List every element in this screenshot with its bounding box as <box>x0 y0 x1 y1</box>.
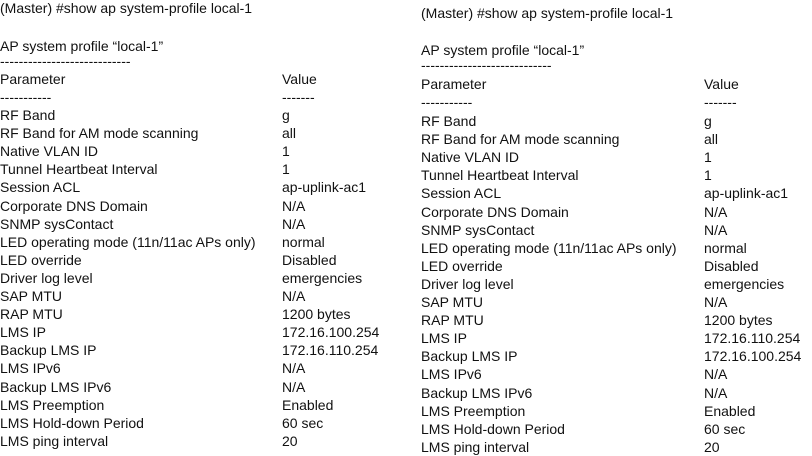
parameter-value: 1 <box>282 143 290 160</box>
parameter-value: 172.16.100.254 <box>704 348 802 365</box>
parameter-name: RF Band <box>421 113 477 129</box>
parameter-name: SNMP sysContact <box>0 215 114 232</box>
parameter-name: LED override <box>0 251 82 268</box>
parameter-name: LMS IPv6 <box>0 360 61 377</box>
parameter-value: 20 <box>282 432 298 449</box>
parameter-name: LMS IP <box>0 324 46 341</box>
value-header: Value <box>704 76 739 92</box>
parameter-row <box>0 125 404 142</box>
parameter-value: 60 sec <box>704 420 746 437</box>
parameter-value: Disabled <box>704 257 759 274</box>
parameter-row <box>421 222 812 239</box>
parameter-row <box>0 270 404 287</box>
parameter-name: LMS ping interval <box>0 432 109 449</box>
column-divider-row <box>421 94 812 111</box>
parameter-value: 60 sec <box>282 414 324 431</box>
parameter-name: Corporate DNS Domain <box>0 197 148 214</box>
parameter-name: Session ACL <box>421 185 502 202</box>
value-divider: ------- <box>282 89 315 105</box>
parameter-row <box>421 330 812 347</box>
parameter-row <box>421 294 812 311</box>
parameter-row <box>0 198 404 215</box>
parameter-row <box>0 397 404 414</box>
parameter-row <box>421 113 812 130</box>
parameter-value: 1 <box>704 167 712 184</box>
parameter-name: Backup LMS IP <box>421 348 518 365</box>
parameter-value: normal <box>704 239 747 256</box>
parameter-row <box>421 366 812 383</box>
parameter-value: 172.16.100.254 <box>282 324 380 341</box>
parameter-row <box>421 421 812 438</box>
parameter-name: Corporate DNS Domain <box>421 203 569 220</box>
parameter-value: g <box>282 107 290 123</box>
parameter-name: LMS IPv6 <box>421 366 482 383</box>
parameter-value: ap-uplink-ac1 <box>704 185 789 202</box>
parameter-name: Native VLAN ID <box>0 143 99 160</box>
parameter-row <box>0 161 404 178</box>
parameter-name: Backup LMS IPv6 <box>0 378 112 395</box>
parameter-name: LED operating mode (11n/11ac APs only) <box>421 239 677 256</box>
parameter-name: LMS Preemption <box>0 396 105 413</box>
parameter-name: RF Band for AM mode scanning <box>421 131 620 148</box>
parameter-name: Driver log level <box>421 275 514 292</box>
parameter-row <box>421 204 812 221</box>
parameter-value: normal <box>282 233 325 250</box>
parameter-name: RF Band <box>0 107 56 123</box>
parameter-value: N/A <box>704 294 728 310</box>
parameter-row <box>421 167 812 184</box>
parameter-row <box>0 234 404 251</box>
parameter-name: LED override <box>421 257 503 274</box>
parameter-name: Tunnel Heartbeat Interval <box>421 167 579 184</box>
parameter-value: N/A <box>704 366 728 383</box>
parameter-value: emergencies <box>704 275 785 292</box>
parameter-name: SAP MTU <box>0 288 62 304</box>
parameter-row <box>421 439 812 456</box>
parameter-value: N/A <box>704 384 728 401</box>
parameter-row <box>421 131 812 148</box>
parameter-name: SNMP sysContact <box>421 221 535 238</box>
parameter-value: ap-uplink-ac1 <box>282 179 367 196</box>
parameter-value: emergencies <box>282 269 363 286</box>
parameter-row <box>421 403 812 420</box>
parameter-value: g <box>704 113 712 129</box>
title-underline: ---------------------------- <box>421 57 552 73</box>
parameter-row <box>421 149 812 166</box>
parameter-value: N/A <box>282 215 306 232</box>
command-line: (Master) #show ap system-profile local-1 <box>421 5 674 21</box>
parameter-row <box>0 306 404 323</box>
value-header: Value <box>282 71 317 87</box>
parameter-row <box>0 143 404 160</box>
parameter-name: Tunnel Heartbeat Interval <box>0 161 158 178</box>
parameter-name: LMS IP <box>421 330 467 347</box>
parameter-row <box>0 433 404 450</box>
parameter-value: Enabled <box>704 402 756 419</box>
parameter-row <box>421 276 812 293</box>
parameter-value: 1 <box>704 149 712 166</box>
parameter-name: SAP MTU <box>421 294 483 310</box>
parameter-row <box>0 415 404 432</box>
parameter-value: N/A <box>282 288 306 304</box>
parameter-header: Parameter <box>0 71 66 87</box>
parameter-row <box>0 342 404 359</box>
parameter-name: RF Band for AM mode scanning <box>0 125 199 142</box>
parameter-name: Driver log level <box>0 269 93 286</box>
parameter-row <box>0 252 404 269</box>
parameter-value: 1200 bytes <box>704 312 773 329</box>
parameter-value: 172.16.110.254 <box>704 330 801 347</box>
parameter-row <box>0 107 404 124</box>
column-divider-row <box>0 89 404 106</box>
parameter-row <box>0 288 404 305</box>
parameter-row <box>0 179 404 196</box>
parameter-value: 172.16.110.254 <box>282 342 379 359</box>
parameter-divider: ----------- <box>421 94 473 110</box>
parameter-row <box>0 216 404 233</box>
parameter-value: 20 <box>704 438 720 455</box>
profile-title: AP system profile “local-1” <box>0 38 164 54</box>
parameter-name: LMS Hold-down Period <box>0 414 144 431</box>
parameter-name: Session ACL <box>0 179 81 196</box>
parameter-row <box>421 185 812 202</box>
parameter-row <box>421 385 812 402</box>
parameter-value: all <box>704 131 719 148</box>
parameter-name: LED operating mode (11n/11ac APs only) <box>0 233 256 250</box>
parameter-name: RAP MTU <box>421 312 484 329</box>
value-divider: ------- <box>704 94 737 110</box>
parameter-value: Enabled <box>282 396 334 413</box>
parameter-value: all <box>282 125 297 142</box>
parameter-value: N/A <box>282 378 306 395</box>
parameter-value: 1200 bytes <box>282 306 351 323</box>
parameter-name: Backup LMS IP <box>0 342 97 359</box>
parameter-name: RAP MTU <box>0 306 63 323</box>
parameter-name: Native VLAN ID <box>421 149 520 166</box>
parameter-name: LMS Hold-down Period <box>421 420 565 437</box>
command-line: (Master) #show ap system-profile local-1 <box>0 0 253 16</box>
parameter-row <box>0 324 404 341</box>
parameter-row <box>0 360 404 377</box>
column-header-row <box>0 71 404 88</box>
parameter-row <box>421 240 812 257</box>
parameter-value: N/A <box>282 360 306 377</box>
parameter-header: Parameter <box>421 76 487 92</box>
parameter-value: N/A <box>282 197 306 214</box>
parameter-value: 1 <box>282 161 290 178</box>
title-underline: ---------------------------- <box>0 53 131 69</box>
column-header-row <box>421 76 812 93</box>
parameter-value: N/A <box>704 203 728 220</box>
parameter-row <box>0 379 404 396</box>
parameter-divider: ----------- <box>0 89 52 105</box>
parameter-value: N/A <box>704 221 728 238</box>
parameter-row <box>421 312 812 329</box>
parameter-row <box>421 348 812 365</box>
parameter-row <box>421 258 812 275</box>
parameter-name: LMS Preemption <box>421 402 526 419</box>
profile-title: AP system profile “local-1” <box>421 42 585 58</box>
parameter-name: LMS ping interval <box>421 438 530 455</box>
parameter-value: Disabled <box>282 251 337 268</box>
parameter-name: Backup LMS IPv6 <box>421 384 533 401</box>
